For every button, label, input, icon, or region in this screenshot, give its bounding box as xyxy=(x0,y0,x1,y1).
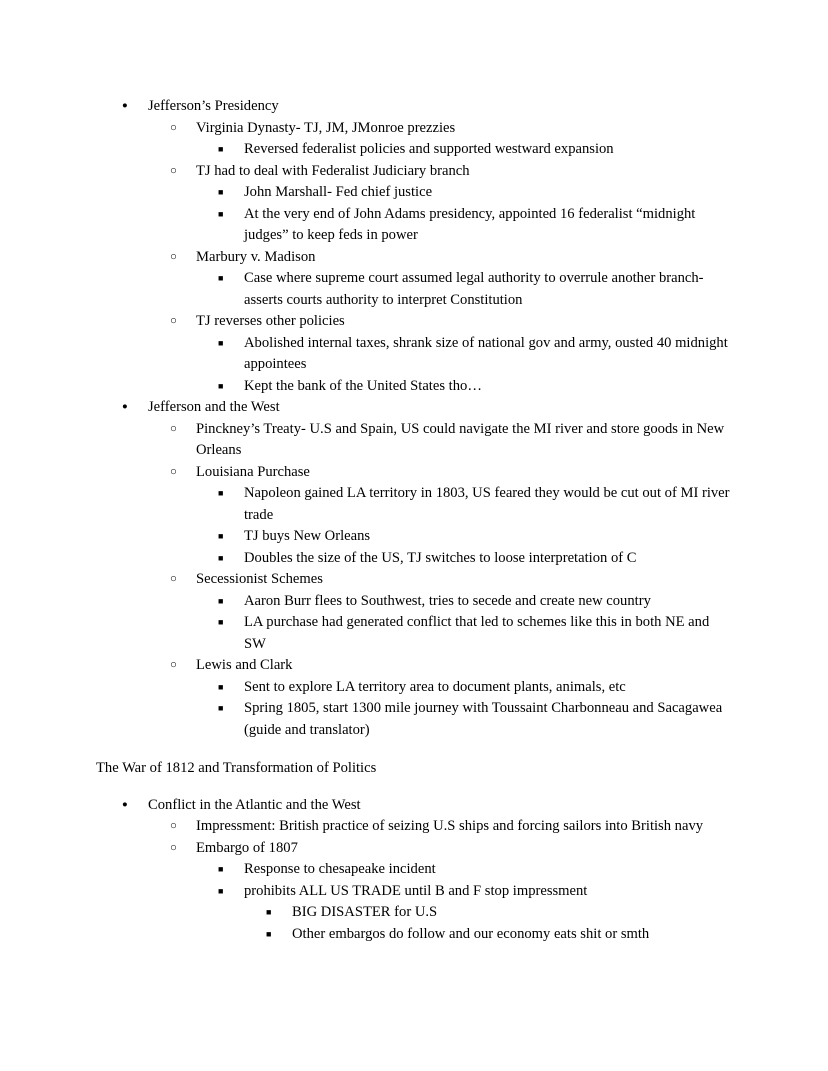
list-item-text: Marbury v. Madison xyxy=(196,248,316,265)
list-item xyxy=(218,139,732,161)
list-item xyxy=(266,924,732,946)
list-item xyxy=(218,881,732,903)
circle-bullet-icon: ○ xyxy=(170,841,177,854)
circle-bullet-icon: ○ xyxy=(170,465,177,478)
list-item-text: LA purchase had generated conflict that led to schemes like this in both NE and SW xyxy=(244,614,710,652)
circle-bullet-icon: ○ xyxy=(170,121,177,134)
list-item-text: Abolished internal taxes, shrank size of national gov and army, ousted 40 midnight appointees xyxy=(244,334,728,372)
list-item-text: Case where supreme court assumed legal authority to overrule another branch- asserts courts authority to interpret Constitution xyxy=(244,270,704,308)
square-bullet-icon: ■ xyxy=(218,380,224,391)
list-item-text: Response to chesapeake incident xyxy=(244,861,436,877)
square-bullet-icon: ■ xyxy=(218,337,224,348)
square-bullet-icon: ■ xyxy=(218,531,224,541)
list-item xyxy=(266,902,732,924)
list-item xyxy=(170,462,732,484)
square-bullet-icon: ■ xyxy=(218,864,224,874)
list-item-text: Embargo of 1807 xyxy=(196,839,298,856)
list-item xyxy=(170,655,732,677)
list-item-text: Other embargos do follow and our economy eats shit or smth xyxy=(292,925,650,942)
list-item-text: John Marshall- Fed chief justice xyxy=(244,184,433,200)
square-bullet-icon: ■ xyxy=(218,617,224,627)
list-item xyxy=(218,268,732,311)
list-item xyxy=(170,816,732,838)
disc-bullet-icon: ● xyxy=(122,402,128,412)
list-item-text: Doubles the size of the US, TJ switches to loose interpretation of C xyxy=(244,549,637,566)
list-item xyxy=(170,247,732,269)
list-item xyxy=(218,698,732,741)
square-bullet-icon: ■ xyxy=(218,681,224,692)
list-item-text: Jefferson and the West xyxy=(148,399,280,415)
disc-bullet-icon: ● xyxy=(122,101,128,111)
list-item-text: At the very end of John Adams presidency, appointed 16 federalist “midnight judges” to keep feds in power xyxy=(244,205,696,243)
square-bullet-icon: ■ xyxy=(218,208,224,219)
list-item-text: TJ buys New Orleans xyxy=(244,528,371,544)
circle-bullet-icon: ○ xyxy=(170,659,177,671)
list-item-text: Pinckney’s Treaty- U.S and Spain, US could navigate the MI river and store goods in New Orleans xyxy=(196,420,725,458)
section-heading: The War of 1812 and Transformation of Politics xyxy=(96,760,377,776)
list-item-text: BIG DISASTER for U.S xyxy=(292,904,438,920)
square-bullet-icon: ■ xyxy=(266,928,272,939)
list-item-text: Secessionist Schemes xyxy=(196,571,323,587)
list-item xyxy=(218,526,732,548)
square-bullet-icon: ■ xyxy=(218,885,224,896)
square-bullet-icon: ■ xyxy=(218,488,224,498)
list-item xyxy=(122,795,732,817)
list-item xyxy=(170,161,732,183)
circle-bullet-icon: ○ xyxy=(170,164,177,177)
list-item-text: Conflict in the Atlantic and the West xyxy=(148,796,361,813)
circle-bullet-icon: ○ xyxy=(170,422,177,435)
list-item-text: Aaron Burr flees to Southwest, tries to secede and create new country xyxy=(244,592,651,609)
list-item-text: Napoleon gained LA territory in 1803, US feared they would be cut out of MI river trade xyxy=(244,485,730,523)
list-item xyxy=(218,677,732,699)
list-item xyxy=(218,182,732,204)
list-item-text: Spring 1805, start 1300 mile journey with Toussaint Charbonneau and Sacagawea (guide and translator) xyxy=(244,700,723,738)
list-item xyxy=(122,96,732,118)
list-item-text: Sent to explore LA territory area to document plants, animals, etc xyxy=(244,678,626,695)
list-item xyxy=(218,591,732,613)
disc-bullet-icon: ● xyxy=(122,799,128,810)
list-item-text: Reversed federalist policies and supported westward expansion xyxy=(244,141,614,157)
list-item-text: Impressment: British practice of seizing U.S ships and forcing sailors into British navy xyxy=(196,818,704,834)
list-item-text: Louisiana Purchase xyxy=(196,463,310,480)
square-bullet-icon: ■ xyxy=(218,144,224,154)
list-item xyxy=(218,204,732,247)
list-item xyxy=(218,376,732,398)
list-item-text: Lewis and Clark xyxy=(196,657,293,673)
list-item-text: Jefferson’s Presidency xyxy=(148,98,279,114)
list-item xyxy=(170,419,732,462)
list-item-text: TJ reverses other policies xyxy=(196,313,345,329)
square-bullet-icon: ■ xyxy=(218,595,224,606)
square-bullet-icon: ■ xyxy=(218,703,224,713)
list-item xyxy=(170,118,732,140)
list-item xyxy=(122,397,732,419)
square-bullet-icon: ■ xyxy=(218,273,224,283)
square-bullet-icon: ■ xyxy=(218,187,224,197)
list-item xyxy=(170,569,732,591)
circle-bullet-icon: ○ xyxy=(170,573,177,585)
square-bullet-icon: ■ xyxy=(218,552,224,563)
circle-bullet-icon: ○ xyxy=(170,820,177,832)
circle-bullet-icon: ○ xyxy=(170,315,177,327)
list-item xyxy=(218,612,732,655)
list-item-text: Virginia Dynasty- TJ, JM, JMonroe prezzies xyxy=(196,119,456,136)
circle-bullet-icon: ○ xyxy=(170,250,177,263)
list-item xyxy=(170,838,732,860)
list-item xyxy=(218,859,732,881)
square-bullet-icon: ■ xyxy=(266,907,272,917)
list-item-text: TJ had to deal with Federalist Judiciary branch xyxy=(196,162,470,179)
list-item xyxy=(218,483,732,526)
list-item xyxy=(218,548,732,570)
list-item xyxy=(170,311,732,333)
list-item-text: prohibits ALL US TRADE until B and F stop impressment xyxy=(244,882,588,899)
list-item xyxy=(218,333,732,376)
list-item-text: Kept the bank of the United States tho… xyxy=(244,377,482,394)
